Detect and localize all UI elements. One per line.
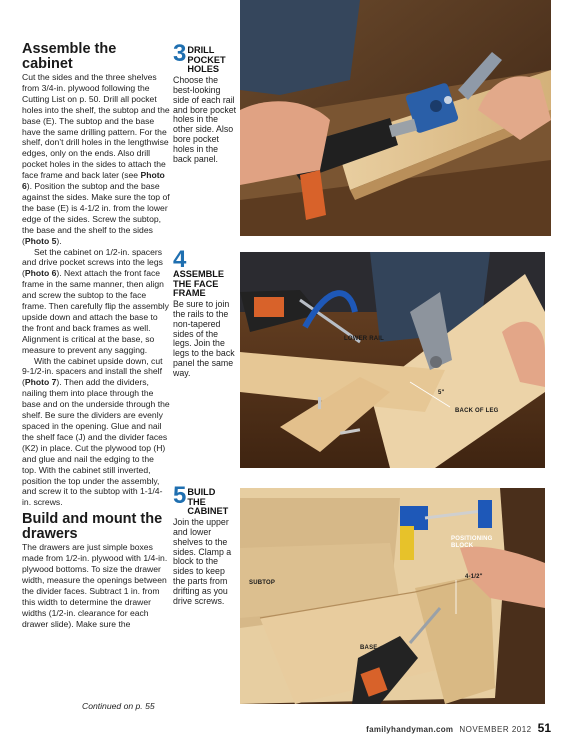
label-base: BASE (360, 645, 378, 651)
caption-step-5 (173, 482, 237, 607)
photo-reference: Photo 5 (24, 235, 57, 246)
photo-5-image (240, 488, 545, 704)
step-text: Be sure to join the rails to the non-tapered sides of the legs. Join the legs to the back panel the same way. (173, 298, 235, 379)
label-back-of-leg: BACK OF LEG (455, 408, 499, 414)
paragraph (22, 72, 170, 247)
photo-build-cabinet (240, 488, 545, 704)
paragraph (22, 247, 170, 356)
step-title: DRILL POCKET HOLES (187, 45, 226, 75)
footer-issue: NOVEMBER 2012 (459, 725, 532, 734)
section-heading-build-drawers: Build and mount the drawers (22, 511, 163, 543)
step-title: ASSEMBLE THE FACE FRAME (173, 269, 225, 299)
photo-assemble-face-frame (240, 252, 545, 468)
text-run: With the cabinet upside down, cut 9-1/2-in. spacers and install the shelf ( (22, 355, 163, 388)
photo-4-image (240, 252, 545, 468)
photo-3-image (240, 0, 551, 236)
text-run: ). (56, 235, 62, 246)
text-run: ). Next attach the front face frame in the same manner, then align and screw the subtop to the face frame. Then carefully flip the assembly upside down and attach the base to the front and back frames as well. Alignment is critical at the base, so measure to prevent any sagging. (22, 268, 169, 355)
continued-note: Continued on p. 55 (82, 701, 155, 711)
text-run: ). Then add the dividers, nailing them into place through the base and on the underside through the shelf. Be sure the dividers are evenly spaced in the opening. Glue and nail the shelf face (J) and the divider faces (K2) in place. Cut the plywood top (H) and glue and nail the edging to the top. With the cabinet still inverted, position the top under the assembly, and screw it to the subtop with 1-1/4-in. screws. (22, 377, 170, 508)
section-heading-assemble-cabinet: Assemble the cabinet (22, 41, 117, 72)
label-positioning-block: POSITIONING BLOCK (451, 536, 493, 549)
step-title: BUILD THE CABINET (187, 487, 229, 517)
paragraph (22, 356, 170, 509)
text-run: ). Position the subtop and the base against the sides. Make sure the top of the base (E) is 4-1/2 in. from the lower edge of the sides. Screw the subtop, the base and the shelf to the sides ( (22, 181, 170, 246)
footer-site: familyhandyman.com (366, 725, 454, 734)
page-footer (366, 721, 551, 735)
step-number: 4 (173, 246, 187, 273)
step-number: 5 (173, 482, 187, 509)
text-run: Cut the sides and the three shelves from 3/4-in. plywood following the Cutting List on p. 50. Drill all pocket holes into the shelf, the subtop and the base (E). The subtop and the base have the same drilling pattern. For the shelf, don’t drill holes in the lengthwise edges, only on the ends. Also drill pocket holes in the sides to attach the face frame and back later (see (22, 72, 170, 181)
article-column (22, 42, 170, 630)
label-subtop: SUBTOP (249, 580, 276, 586)
photo-drill-pocket-holes (240, 0, 551, 236)
caption-step-4 (173, 246, 237, 379)
page-number: 51 (537, 721, 551, 735)
step-text: Join the upper and lower shelves to the sides. Clamp a block to the sides to keep the parts from drifting as you drive screws. (173, 516, 232, 607)
photo-reference: Photo 7 (24, 377, 57, 388)
caption-step-3 (173, 40, 237, 165)
label-dimension-5in: 5" (438, 390, 445, 396)
text-run: Set the cabinet on 1/2-in. spacers and drive pocket screws into the legs ( (22, 246, 163, 279)
step-text: Choose the best-looking side of each rail and bore pocket holes in the other side. Also bore pocket holes in the back panel. (173, 74, 237, 165)
step-number: 3 (173, 40, 187, 67)
photo-reference: Photo 6 (24, 268, 57, 279)
paragraph: The drawers are just simple boxes made from 1/2-in. plywood with 1/4-in. plywood bottoms. To size the drawer width, measure the openings between the divider faces. Subtract 1 in. from this width to determine the drawer widths (1/2-in. clearance for each drawer slide). Make sure the (22, 542, 168, 629)
photo-reference: Photo 6 (22, 170, 165, 192)
label-lower-rail: LOWER RAIL (344, 336, 384, 342)
label-dimension-4-1-2in: 4-1/2" (465, 574, 483, 580)
